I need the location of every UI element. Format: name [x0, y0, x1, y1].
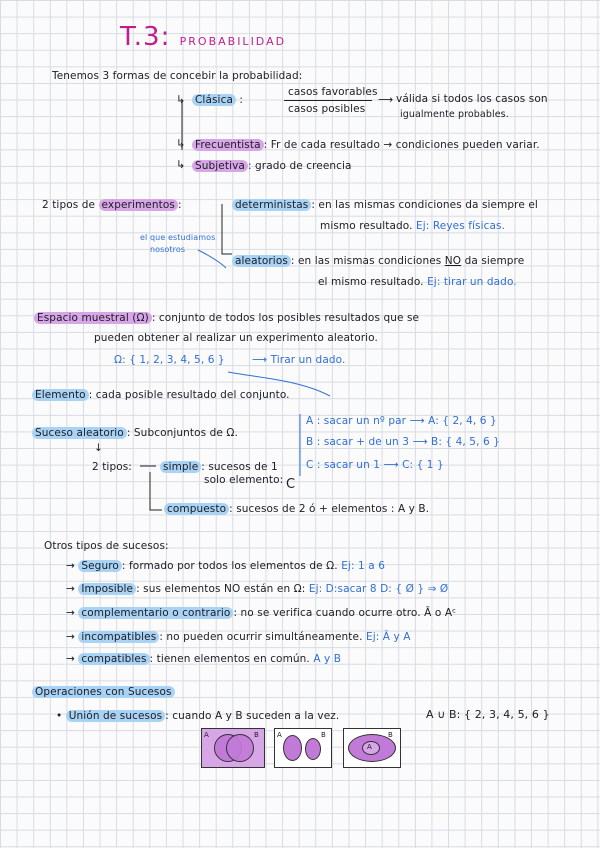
aleatorios-example: Ej: tirar un dado. — [427, 276, 517, 288]
incompatibles-example: Ej: Ā y A — [365, 631, 411, 643]
page-title: T.3: PROBABILIDAD — [120, 22, 287, 52]
espacio-example-arrow: ⟶ Tirar un dado. — [252, 354, 346, 366]
clasica-label: Clásica — [192, 94, 236, 106]
incompatibles-label: incompatibles — [78, 631, 159, 643]
aleatorios-no: NO — [444, 255, 462, 267]
deterministas-text-2: mismo resultado. — [320, 220, 413, 232]
suceso-example-b: B : sacar + de un 3 ⟶ B: { 4, 5, 6 } — [306, 436, 500, 448]
complementario-text: : no se verifica cuando ocurre otro. — [233, 607, 421, 619]
connector-line — [150, 472, 162, 510]
clasica-note-2: igualmente probables. — [400, 109, 509, 120]
down-arrow-icon: ↓ — [94, 442, 103, 454]
connector-line — [222, 204, 232, 254]
simple-text-2: solo elemento: — [204, 474, 284, 486]
deterministas-text: : en las mismas condiciones da siempre el — [311, 199, 538, 211]
otros-intro: Otros tipos de sucesos: — [44, 540, 169, 552]
suceso-label: Suceso aleatorio — [32, 427, 127, 439]
espacio-label: Espacio muestral (Ω) — [34, 312, 152, 324]
suceso-text: : Subconjuntos de Ω. — [126, 427, 238, 439]
elemento-label: Elemento — [32, 389, 89, 401]
frecuentista-text: : Fr de cada resultado → condiciones pueden variar. — [263, 139, 540, 151]
seguro-label: Seguro — [78, 560, 122, 572]
arrow-icon: → — [66, 560, 75, 572]
incompatibles-text: : no pueden ocurrir simultáneamente. — [159, 631, 363, 643]
simple-text: : sucesos de 1 — [201, 461, 278, 473]
arrow-icon: → — [66, 607, 75, 619]
complementario-label: complementario o contrario — [78, 607, 233, 619]
bullet-icon: • — [56, 710, 63, 722]
venn-label-a: A — [277, 731, 282, 739]
imposible-text: : sus elementos NO están en Ω: — [136, 583, 306, 595]
arrow-icon: → — [66, 583, 75, 595]
experimentos-label: experimentos — [99, 199, 178, 211]
complementario-example: Ā o Aᶜ — [424, 607, 457, 619]
side-note-1: el que estudiamos — [140, 233, 216, 242]
compatibles-label: compatibles — [78, 653, 149, 665]
operaciones-label: Operaciones con Sucesos — [32, 686, 175, 698]
arrow-icon: → — [66, 653, 75, 665]
aleatorios-text: : en las mismas condiciones — [290, 255, 442, 267]
compuesto-text: : sucesos de 2 ó + elementos : A y B. — [229, 503, 430, 515]
venn-label-b: B — [321, 731, 326, 739]
clasica-note-1: válida si todos los casos son — [396, 93, 548, 105]
venn-label-b: B — [254, 731, 259, 739]
deterministas-example: Ej: Reyes físicas. — [416, 220, 506, 232]
union-example: A ∪ B: { 2, 3, 4, 5, 6 } — [426, 708, 550, 721]
seguro-text: : formado por todos los elementos de Ω. — [121, 560, 338, 572]
subjetiva-text: : grado de creencia — [247, 160, 352, 172]
compatibles-example: A y B — [313, 653, 342, 665]
espacio-example: Ω: { 1, 2, 3, 4, 5, 6 } — [114, 354, 225, 366]
clasica-denominator: casos posibles — [288, 103, 366, 115]
suceso-example-a: A : sacar un nº par ⟶ A: { 2, 4, 6 } — [306, 415, 497, 427]
subjetiva-label: Subjetiva — [192, 160, 248, 172]
venn-label-a: A — [367, 743, 372, 751]
suceso-example-c: C : sacar un 1 ⟶ C: { 1 } — [306, 459, 444, 471]
aleatorios-text-2: el mismo resultado. — [318, 276, 424, 288]
side-note-2: nosotros — [150, 245, 186, 254]
arrow-icon: ↳ — [176, 93, 186, 106]
suceso-tipos: 2 tipos: — [92, 461, 132, 473]
seguro-example: Ej: 1 a 6 — [341, 560, 385, 572]
compuesto-label: compuesto — [164, 503, 229, 515]
union-text: : cuando A y B suceden a la vez. — [165, 710, 340, 722]
imposible-label: Imposible — [78, 583, 136, 595]
simple-example-c: C — [286, 477, 296, 492]
intro-text: Tenemos 3 formas de concebir la probabilidad: — [52, 70, 303, 82]
aleatorios-text-b: da siempre — [464, 255, 525, 267]
arrow-icon: ↳ — [176, 137, 186, 150]
page-subtitle: PROBABILIDAD — [179, 35, 287, 48]
espacio-text: : conjunto de todos los posibles resultados que se — [151, 312, 420, 324]
compatibles-text: : tienen elementos en común. — [149, 653, 310, 665]
experimentos-intro: 2 tipos de — [42, 199, 96, 211]
arrow-icon: → — [66, 631, 75, 643]
frecuentista-label: Frecuentista — [192, 139, 264, 151]
clasica-numerator: casos favorables — [288, 86, 378, 98]
venn-label-b: B — [388, 731, 393, 739]
arrow-icon: ↳ — [176, 158, 186, 171]
imposible-example: Ej: D:sacar 8 D: { Ø } ⇒ Ø — [308, 583, 449, 595]
simple-label: simple — [160, 461, 201, 473]
union-label: Unión de sucesos — [66, 710, 165, 722]
connector-line — [228, 372, 330, 396]
elemento-text: : cada posible resultado del conjunto. — [88, 389, 290, 401]
venn-label-a: A — [204, 731, 209, 739]
deterministas-label: deterministas — [232, 199, 311, 211]
aleatorios-label: aleatorios — [232, 255, 291, 267]
espacio-text-2: pueden obtener al realizar un experimento aleatorio. — [94, 332, 378, 344]
